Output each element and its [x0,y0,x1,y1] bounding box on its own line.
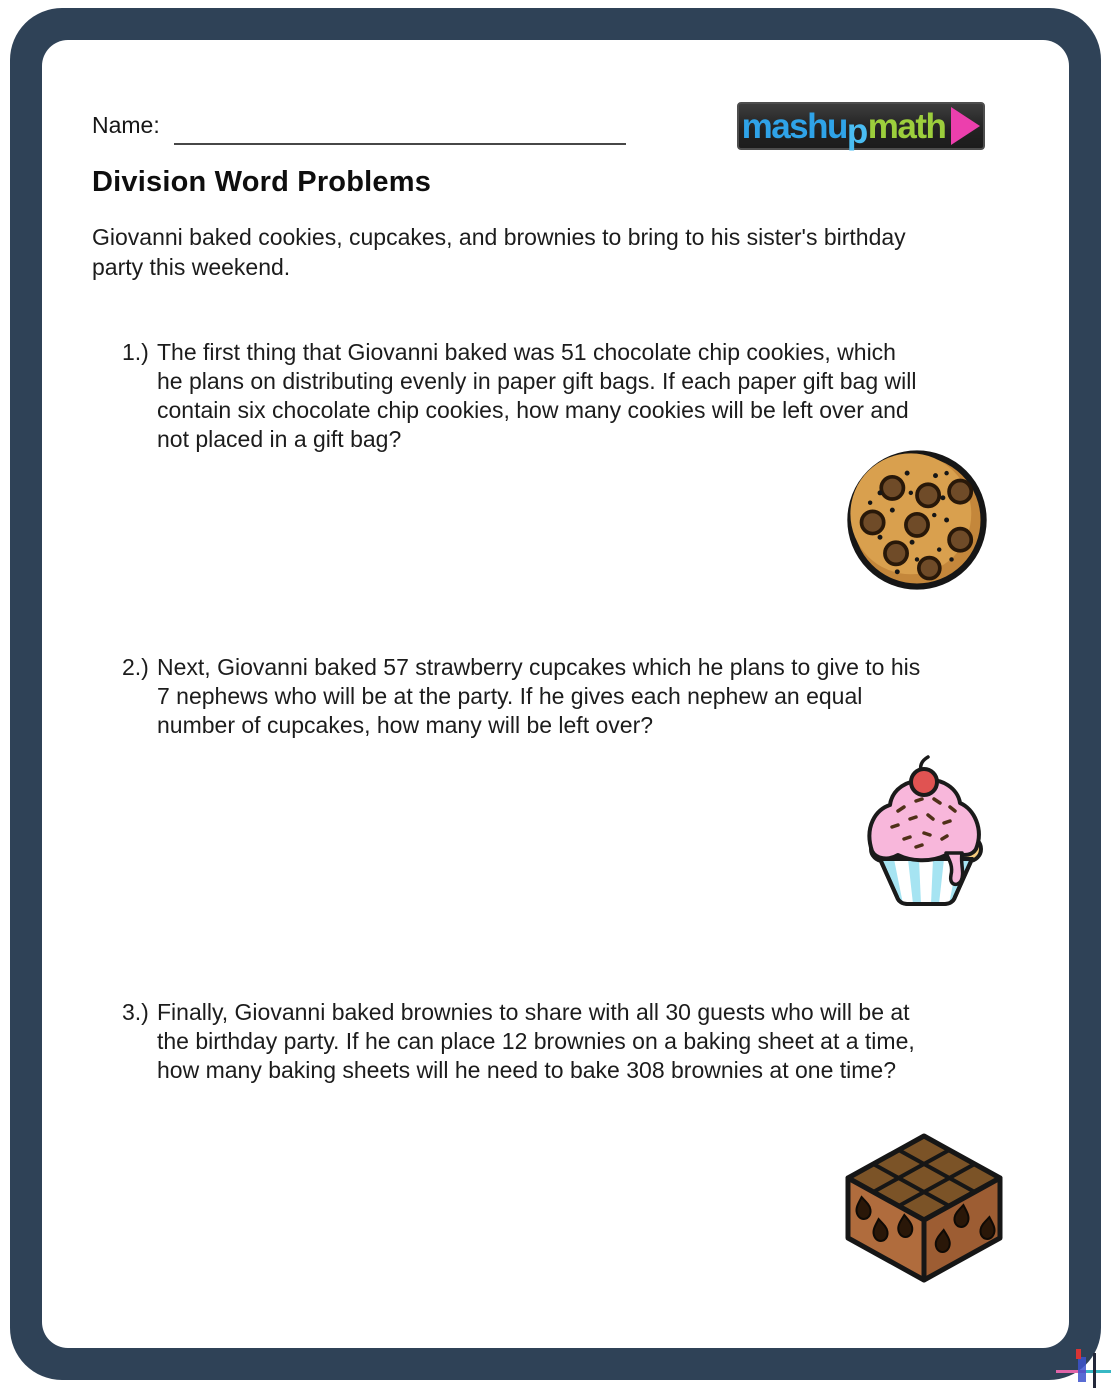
worksheet-frame [10,8,1101,1380]
problem-3-line: how many baking sheets will he need to bake 308 brownies at one time? [157,1057,897,1083]
scan-artifact [1050,1345,1111,1388]
page-title: Division Word Problems [92,166,432,198]
problem-2-line: 7 nephews who will be at the party. If he gives each nephew an equal [157,683,863,709]
problem-2-number: 2.) [122,654,149,680]
problem-1-number: 1.) [122,339,149,365]
problem-1 [122,338,1022,454]
problem-2-line: number of cupcakes, how many will be left over? [157,712,654,738]
intro-line: party this weekend. [92,254,291,280]
brownie-image [838,1126,1010,1288]
intro-line: Giovanni baked cookies, cupcakes, and brownies to bring to his sister's birthday [92,224,906,250]
logo-text-mashu: mashu [741,106,847,146]
problem-1-line: contain six chocolate chip cookies, how many cookies will be left over and [157,397,909,423]
name-label: Name: [92,112,160,138]
logo-text-math: math [867,106,946,146]
problem-3-line: the birthday party. If he can place 12 brownies on a baking sheet at a time, [157,1028,915,1054]
problem-1-line: The first thing that Giovanni baked was 51 chocolate chip cookies, which [157,339,896,365]
strawberry-cupcake-image [858,750,994,910]
chocolate-chip-cookie-image [843,446,991,594]
mashupmath-logo [737,102,985,150]
problem-1-line: he plans on distributing evenly in paper gift bags. If each paper gift bag will [157,368,917,394]
problem-2 [122,653,1022,740]
problem-1-line: not placed in a gift bag? [157,426,402,452]
name-blank-line [174,112,626,145]
problem-3-line: Finally, Giovanni baked brownies to share with all 30 guests who will be at [157,999,910,1025]
problem-2-line: Next, Giovanni baked 57 strawberry cupcakes which he plans to give to his [157,654,921,680]
logo-text-p: p [846,111,867,151]
play-triangle-icon [951,107,980,145]
intro-paragraph [92,222,906,282]
problem-3 [122,998,1022,1085]
worksheet-page [42,40,1069,1348]
problem-3-number: 3.) [122,999,149,1025]
